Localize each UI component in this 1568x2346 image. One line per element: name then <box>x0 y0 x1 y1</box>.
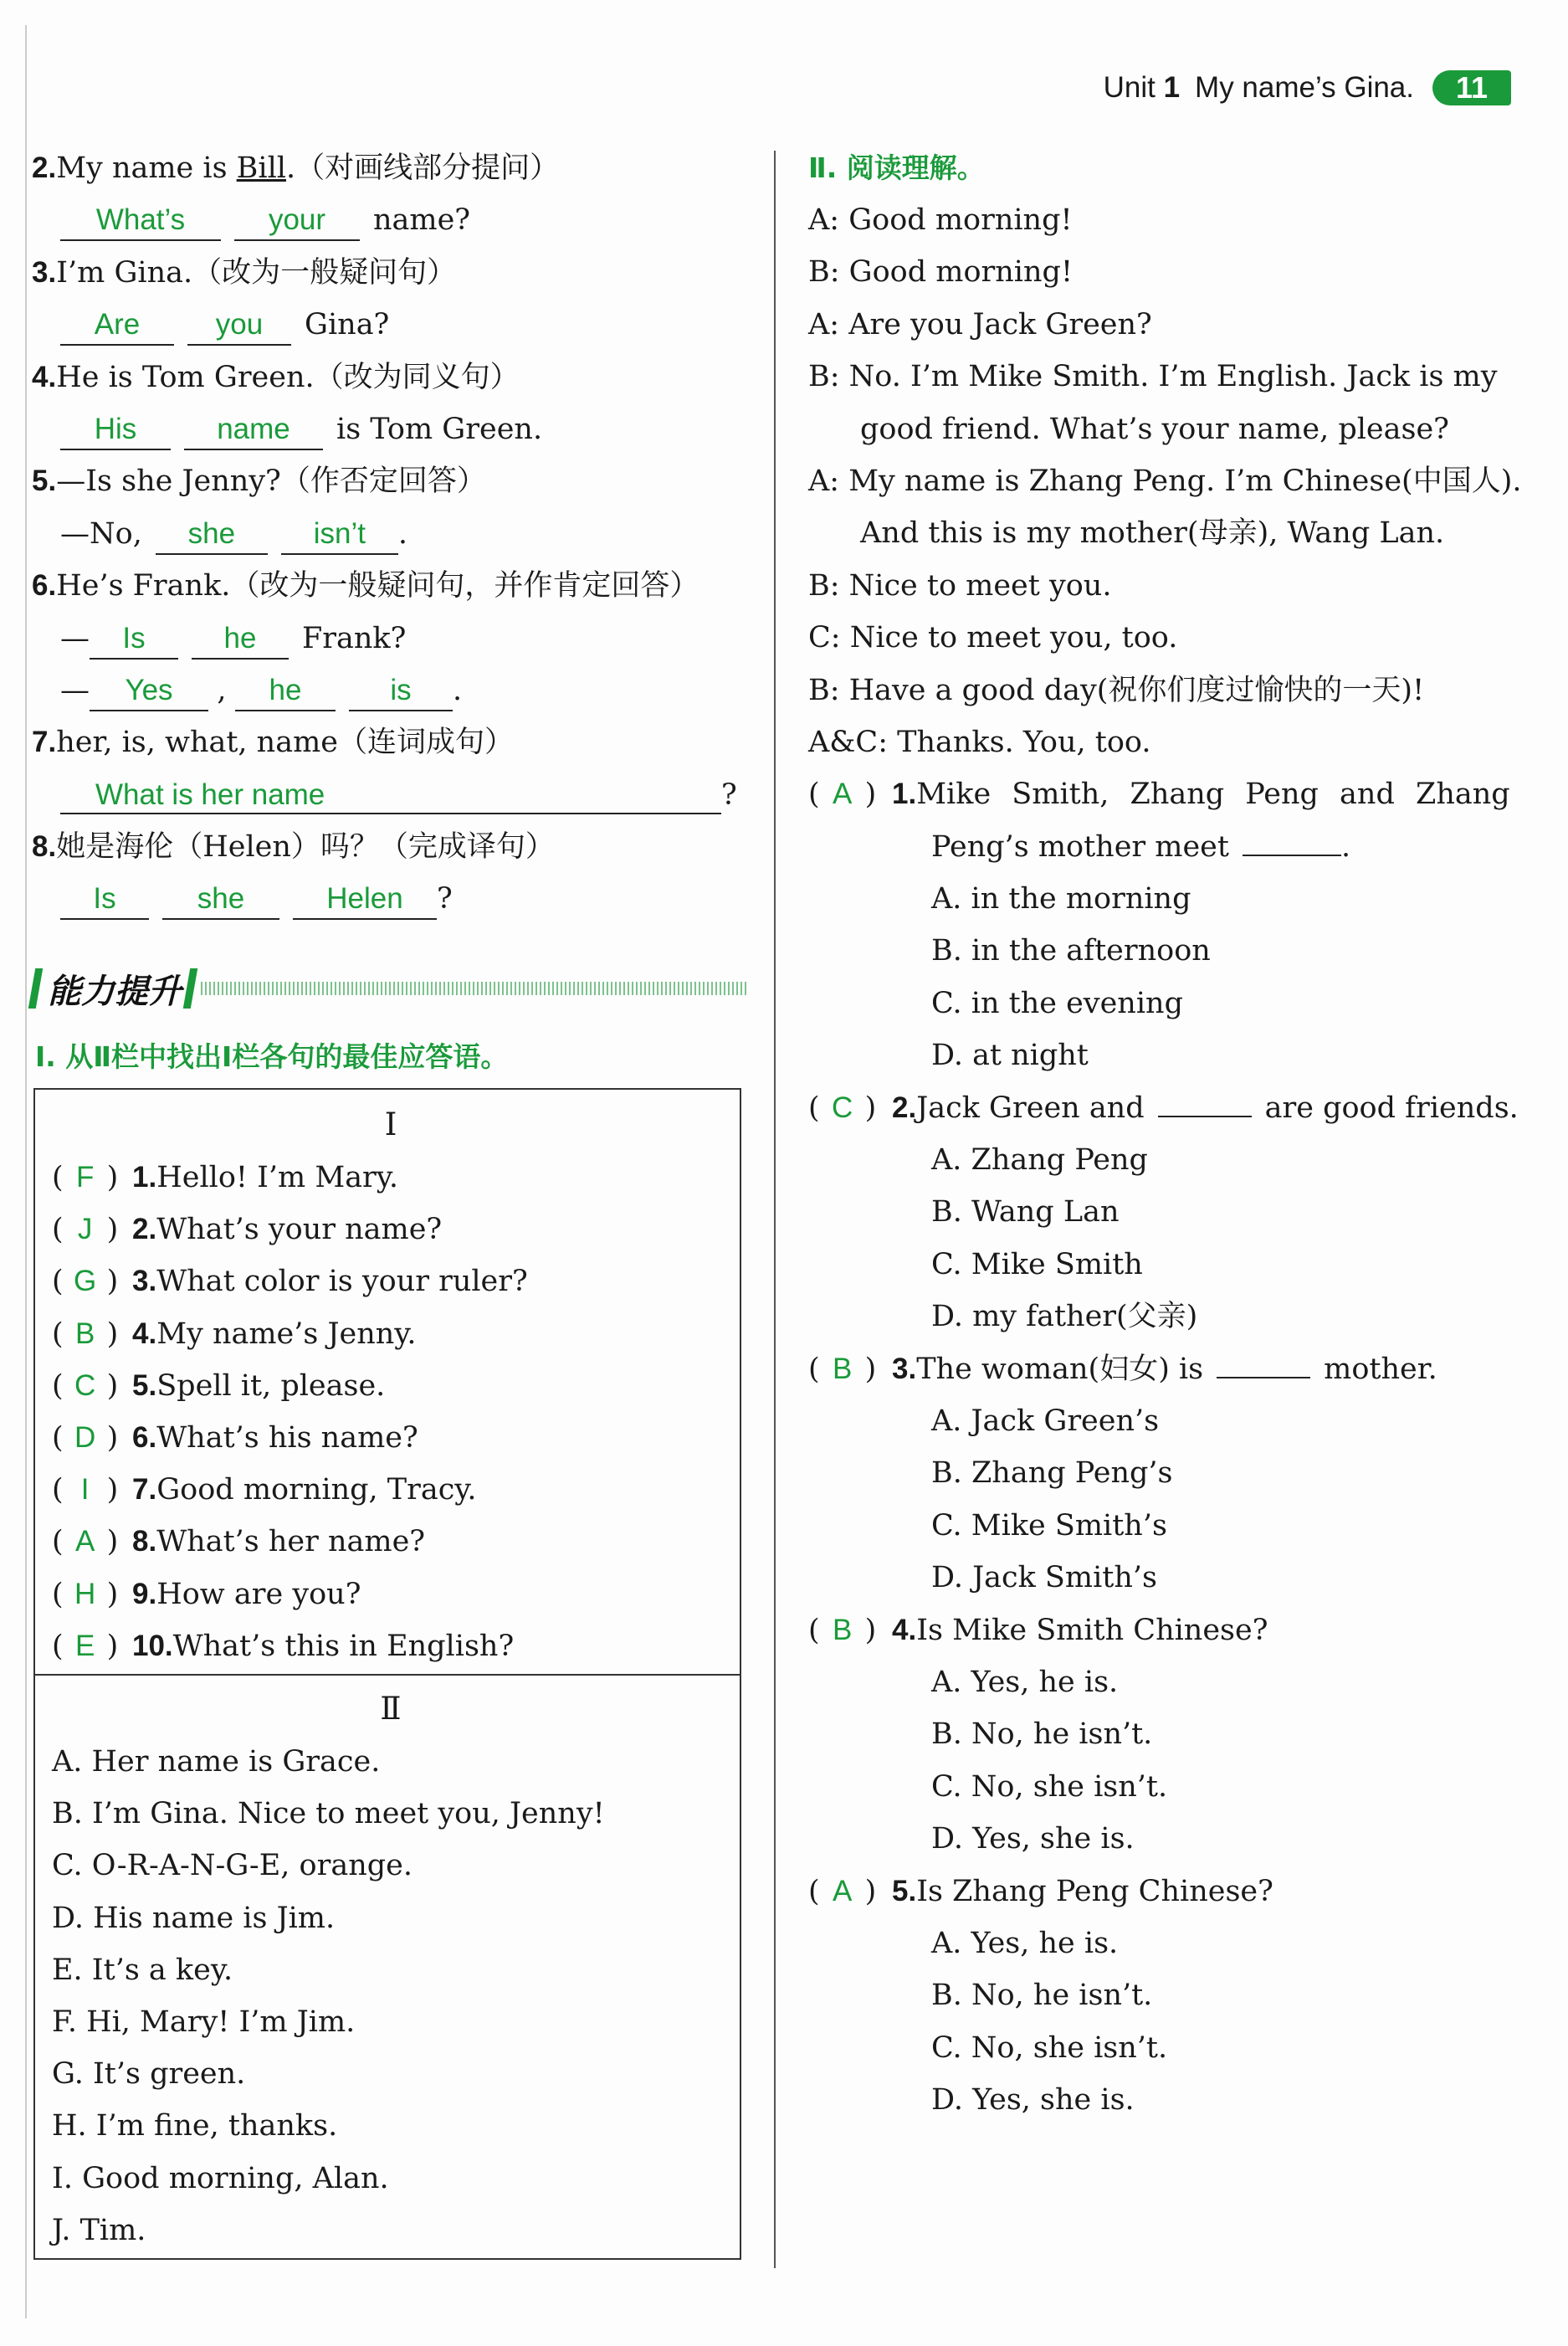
reading-question: ( B ) 3.The woman(妇女) is mother. <box>808 1343 1528 1395</box>
response-option: C. O-R-A-N-G-E, orange. <box>52 1849 413 1883</box>
col1-title: Ⅰ <box>384 1106 397 1142</box>
reading-question: ( A ) 1.Mike Smith, Zhang Peng and Zhang <box>808 768 1528 820</box>
question-8: 8.她是海伦（Helen）吗？（完成译句） <box>32 830 555 865</box>
matching-answer: G <box>74 1265 97 1298</box>
response-option: B. I’m Gina. Nice to meet you, Jenny! <box>52 1797 605 1831</box>
question-3: 3.I’m Gina.（改为一般疑问句） <box>32 255 457 290</box>
matching-answer: B <box>74 1317 95 1350</box>
matching-answer: E <box>74 1629 95 1662</box>
matching-row: ( H ) 9.How are you? <box>52 1568 730 1620</box>
matching-row: ( C ) 5.Spell it, please. <box>52 1360 730 1412</box>
matching-row: ( G ) 3.What color is your ruler? <box>52 1255 730 1307</box>
question-answer: A <box>832 1874 853 1907</box>
table-divider <box>35 1674 740 1676</box>
question-2: 2.My name is Bill.（对画线部分提问） <box>32 151 560 185</box>
response-option: J. Tim. <box>52 2213 146 2247</box>
answer-5: —No, she isn’t . <box>32 508 747 560</box>
page-header <box>1104 67 1511 109</box>
section-label: 能力提升 <box>48 972 182 1011</box>
answer-option: B. in the afternoon <box>931 934 1211 968</box>
unit-title: My name’s Gina. <box>1195 71 1414 104</box>
question-6: 6.He’s Frank.（改为一般疑问句，并作肯定回答） <box>32 569 699 603</box>
question-answer: B <box>832 1352 853 1385</box>
matching-row: ( B ) 4.My name’s Jenny. <box>52 1308 730 1360</box>
dialog-line: B: Have a good day(祝你们度过愉快的一天)! <box>808 673 1425 707</box>
dialog-line: B: Good morning! <box>808 255 1074 290</box>
matching-row: ( D ) 6.What’s his name? <box>52 1412 730 1464</box>
answer-option: A. Jack Green’s <box>931 1404 1160 1438</box>
right-column <box>808 142 1528 2126</box>
answer-option: B. No, he isn’t. <box>931 1717 1153 1752</box>
question-7: 7.her, is, what, name（连词成句） <box>32 726 514 760</box>
answer-option: A. Zhang Peng <box>931 1143 1148 1178</box>
response-option: I. Good morning, Alan. <box>52 2161 389 2195</box>
response-option: F. Hi, Mary! I’m Jim. <box>52 2005 356 2039</box>
answer-option: B. Wang Lan <box>931 1195 1120 1229</box>
dialog-line: And this is my mother(母亲), Wang Lan. <box>860 516 1445 551</box>
matching-row: ( I ) 7.Good morning, Tracy. <box>52 1464 730 1516</box>
answer-3: Are you Gina? <box>32 299 747 351</box>
answer-4: His name is Tom Green. <box>32 403 747 455</box>
column-divider <box>774 151 776 2268</box>
reading-heading: Ⅱ. 阅读理解。 <box>808 151 985 184</box>
dialog-line: B: Nice to meet you. <box>808 568 1112 603</box>
matching-answer: I <box>80 1473 90 1507</box>
matching-heading: Ⅰ. 从Ⅱ栏中找出Ⅰ栏各句的最佳应答语。 <box>35 1040 509 1073</box>
response-option: H. I’m fine, thanks. <box>52 2109 338 2143</box>
left-column <box>32 142 747 926</box>
banner-bar-icon <box>183 968 197 1009</box>
matching-answer: D <box>74 1420 96 1454</box>
answer-option: D. Yes, she is. <box>931 2083 1135 2118</box>
response-option: D. His name is Jim. <box>52 1901 336 1935</box>
answer-option: C. Mike Smith’s <box>931 1508 1167 1543</box>
answer-option: C. No, she isn’t. <box>931 1769 1168 1804</box>
question-answer: C <box>832 1091 853 1124</box>
answer-option: D. Jack Smith’s <box>931 1561 1157 1595</box>
matching-row: ( A ) 8.What’s her name? <box>52 1516 730 1568</box>
dialog-line: C: Nice to meet you, too. <box>808 621 1178 655</box>
dialog-line: B: No. I’m Mike Smith. I’m English. Jack is my <box>808 360 1498 394</box>
dialog-line: A: Are you Jack Green? <box>808 307 1152 341</box>
answer-option: C. in the evening <box>931 986 1183 1020</box>
answer-6a: — Is he Frank? <box>32 613 747 665</box>
matching-answer: H <box>74 1577 96 1610</box>
question-4: 4.He is Tom Green.（改为同义句） <box>32 360 520 394</box>
answer-blank <box>1243 821 1341 856</box>
answer-option: B. No, he isn’t. <box>931 1979 1153 2013</box>
reading-question: ( A ) 5.Is Zhang Peng Chinese? <box>808 1866 1528 1917</box>
banner-hatch <box>201 982 747 995</box>
response-option: G. It’s green. <box>52 2057 246 2092</box>
answer-8: Is she Helen ? <box>32 873 747 925</box>
answer-option: A. Yes, he is. <box>931 1665 1119 1699</box>
answer-option: D. Yes, she is. <box>931 1822 1135 1856</box>
response-option: E. It’s a key. <box>52 1953 233 1987</box>
matching-row: ( J ) 2.What’s your name? <box>52 1204 730 1255</box>
answer-6b: — Yes , he is . <box>32 665 747 716</box>
answer-7: What is her name ? <box>32 769 747 821</box>
matching-table <box>33 1088 741 2260</box>
reading-question-cont: Peng’s mother meet . <box>808 821 1528 873</box>
page-number-badge: 11 <box>1432 70 1511 105</box>
answer-option: C. No, she isn’t. <box>931 2030 1168 2065</box>
answer-2: What’s your name? <box>32 194 747 246</box>
dialog-line: A: My name is Zhang Peng. I’m Chinese(中国人). <box>808 464 1522 498</box>
matching-answer: J <box>77 1213 93 1246</box>
answer-option: A. in the morning <box>931 882 1191 916</box>
answer-option: B. Zhang Peng’s <box>931 1456 1173 1491</box>
section-banner-ability <box>32 963 747 1014</box>
unit-label: Unit 1 <box>1103 71 1181 104</box>
reading-question: ( B ) 4.Is Mike Smith Chinese? <box>808 1604 1528 1656</box>
matching-row: ( F ) 1.Hello! I’m Mary. <box>52 1152 730 1204</box>
question-answer: B <box>832 1613 853 1646</box>
dialog-line: A&C: Thanks. You, too. <box>808 725 1151 759</box>
response-option: A. Her name is Grace. <box>52 1745 381 1779</box>
matching-answer: A <box>74 1525 95 1558</box>
table-column-1 <box>52 1098 730 1672</box>
matching-row: ( E ) 10.What’s this in English? <box>52 1620 730 1672</box>
reading-question: ( C ) 2.Jack Green and are good friends. <box>808 1082 1528 1134</box>
matching-answer: F <box>75 1161 95 1194</box>
page-edge-line <box>25 25 27 2318</box>
banner-bar-icon <box>28 968 43 1009</box>
answer-option: C. Mike Smith <box>931 1247 1143 1281</box>
answer-option: D. my father(父亲) <box>931 1300 1198 1334</box>
answer-option: A. Yes, he is. <box>931 1926 1119 1960</box>
answer-option: D. at night <box>931 1039 1089 1073</box>
dialog-line: good friend. What’s your name, please? <box>860 412 1449 446</box>
table-column-2 <box>52 1682 730 2256</box>
answer-blank <box>1158 1082 1252 1117</box>
question-5: 5.—Is she Jenny?（作否定回答） <box>32 465 486 499</box>
answer-blank <box>1217 1343 1310 1378</box>
question-answer: A <box>832 778 853 811</box>
matching-answer: C <box>74 1368 96 1402</box>
col2-title: Ⅱ <box>380 1691 402 1727</box>
dialog-line: A: Good morning! <box>808 203 1073 237</box>
